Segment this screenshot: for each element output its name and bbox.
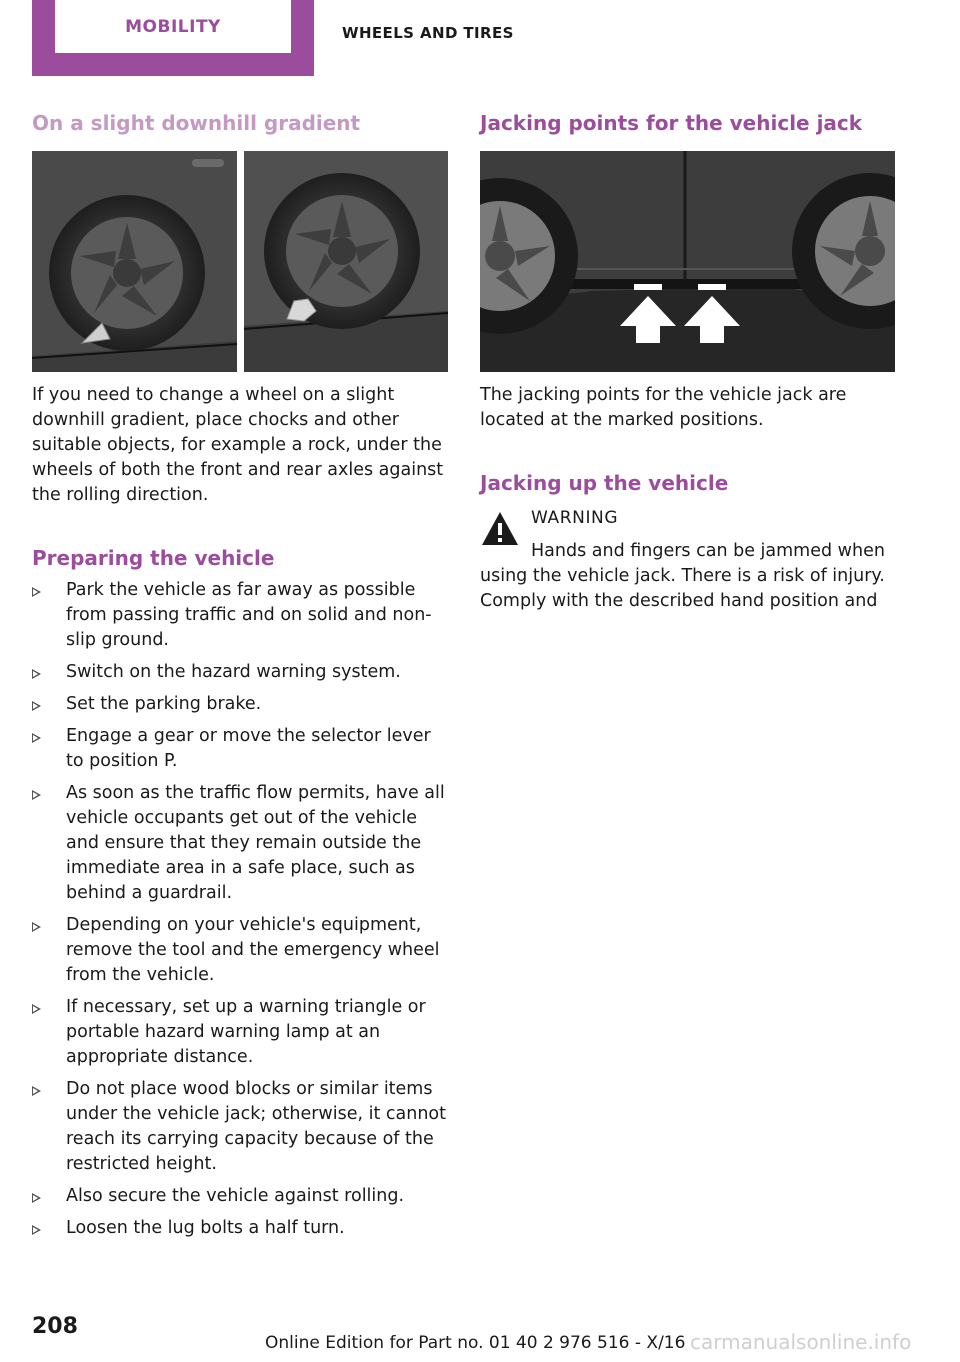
triangle-bullet-icon	[32, 1225, 41, 1235]
list-item: Engage a gear or move the selector lever to position P.	[32, 724, 448, 774]
list-item: Also secure the vehicle against rolling.	[32, 1184, 448, 1209]
paragraph-downhill: If you need to change a wheel on a slight downhill gradient, place chocks and other suitable objects, for example a rock, under the wheels of both the front and rear axles against the rolling direction.	[32, 385, 444, 505]
jacking-point-marker-rear	[698, 284, 726, 290]
page-number: 208	[32, 1314, 78, 1339]
list-item: Switch on the hazard warning system.	[32, 660, 448, 685]
edition-info: Online Edition for Part no. 01 40 2 976 516 - X/16	[265, 1333, 686, 1353]
list-item: Do not place wood blocks or similar items under the vehicle jack; otherwise, it cannot reach its carrying capacity because of the restricted height.	[32, 1077, 448, 1177]
triangle-bullet-icon	[32, 790, 41, 800]
list-item: Loosen the lug bolts a half turn.	[32, 1216, 448, 1241]
heading-jacking-up: Jacking up the vehicle	[480, 471, 729, 495]
triangle-bullet-icon	[32, 922, 41, 932]
wheel-chocks-illustration	[32, 151, 448, 372]
preparation-list	[32, 578, 448, 1248]
chapter-label: WHEELS AND TIRES	[342, 24, 514, 42]
section-tab-label: MOBILITY	[55, 0, 291, 53]
triangle-bullet-icon	[32, 587, 41, 597]
triangle-bullet-icon	[32, 1193, 41, 1203]
list-item: If necessary, set up a warning triangle or portable hazard warning lamp at an appropriate distance.	[32, 995, 448, 1070]
triangle-bullet-icon	[32, 1086, 41, 1096]
heading-downhill-gradient: On a slight downhill gradient	[32, 111, 361, 135]
jacking-points-illustration	[480, 151, 895, 372]
paragraph-jacking-points: The jacking points for the vehicle jack are located at the marked positions.	[480, 385, 847, 430]
triangle-bullet-icon	[32, 701, 41, 711]
watermark: carmanualsonline.info	[690, 1330, 912, 1354]
list-item: Park the vehicle as far away as possible from passing traffic and on solid and non-slip ground.	[32, 578, 448, 653]
heading-preparing-vehicle: Preparing the vehicle	[32, 546, 275, 570]
warning-text: Hands and fingers can be jammed when using the vehicle jack. There is a risk of injury. Comply with the described hand position and	[480, 541, 885, 611]
triangle-bullet-icon	[32, 733, 41, 743]
heading-jacking-points: Jacking points for the vehicle jack	[480, 111, 863, 135]
list-item: Set the parking brake.	[32, 692, 448, 717]
triangle-bullet-icon	[32, 1004, 41, 1014]
figure-wheel-chocks	[32, 151, 448, 372]
triangle-bullet-icon	[32, 669, 41, 679]
list-item: Depending on your vehicle's equipment, remove the tool and the emergency wheel from the vehicle.	[32, 913, 448, 988]
warning-label: WARNING	[531, 508, 619, 528]
figure-jacking-points	[480, 151, 895, 372]
list-item: As soon as the traffic flow permits, have all vehicle occupants get out of the vehicle and ensure that they remain outside the immediate area in a safe place, such as behind a guardrail.	[32, 781, 448, 906]
jacking-point-marker-front	[634, 284, 662, 290]
section-tab	[32, 0, 314, 76]
